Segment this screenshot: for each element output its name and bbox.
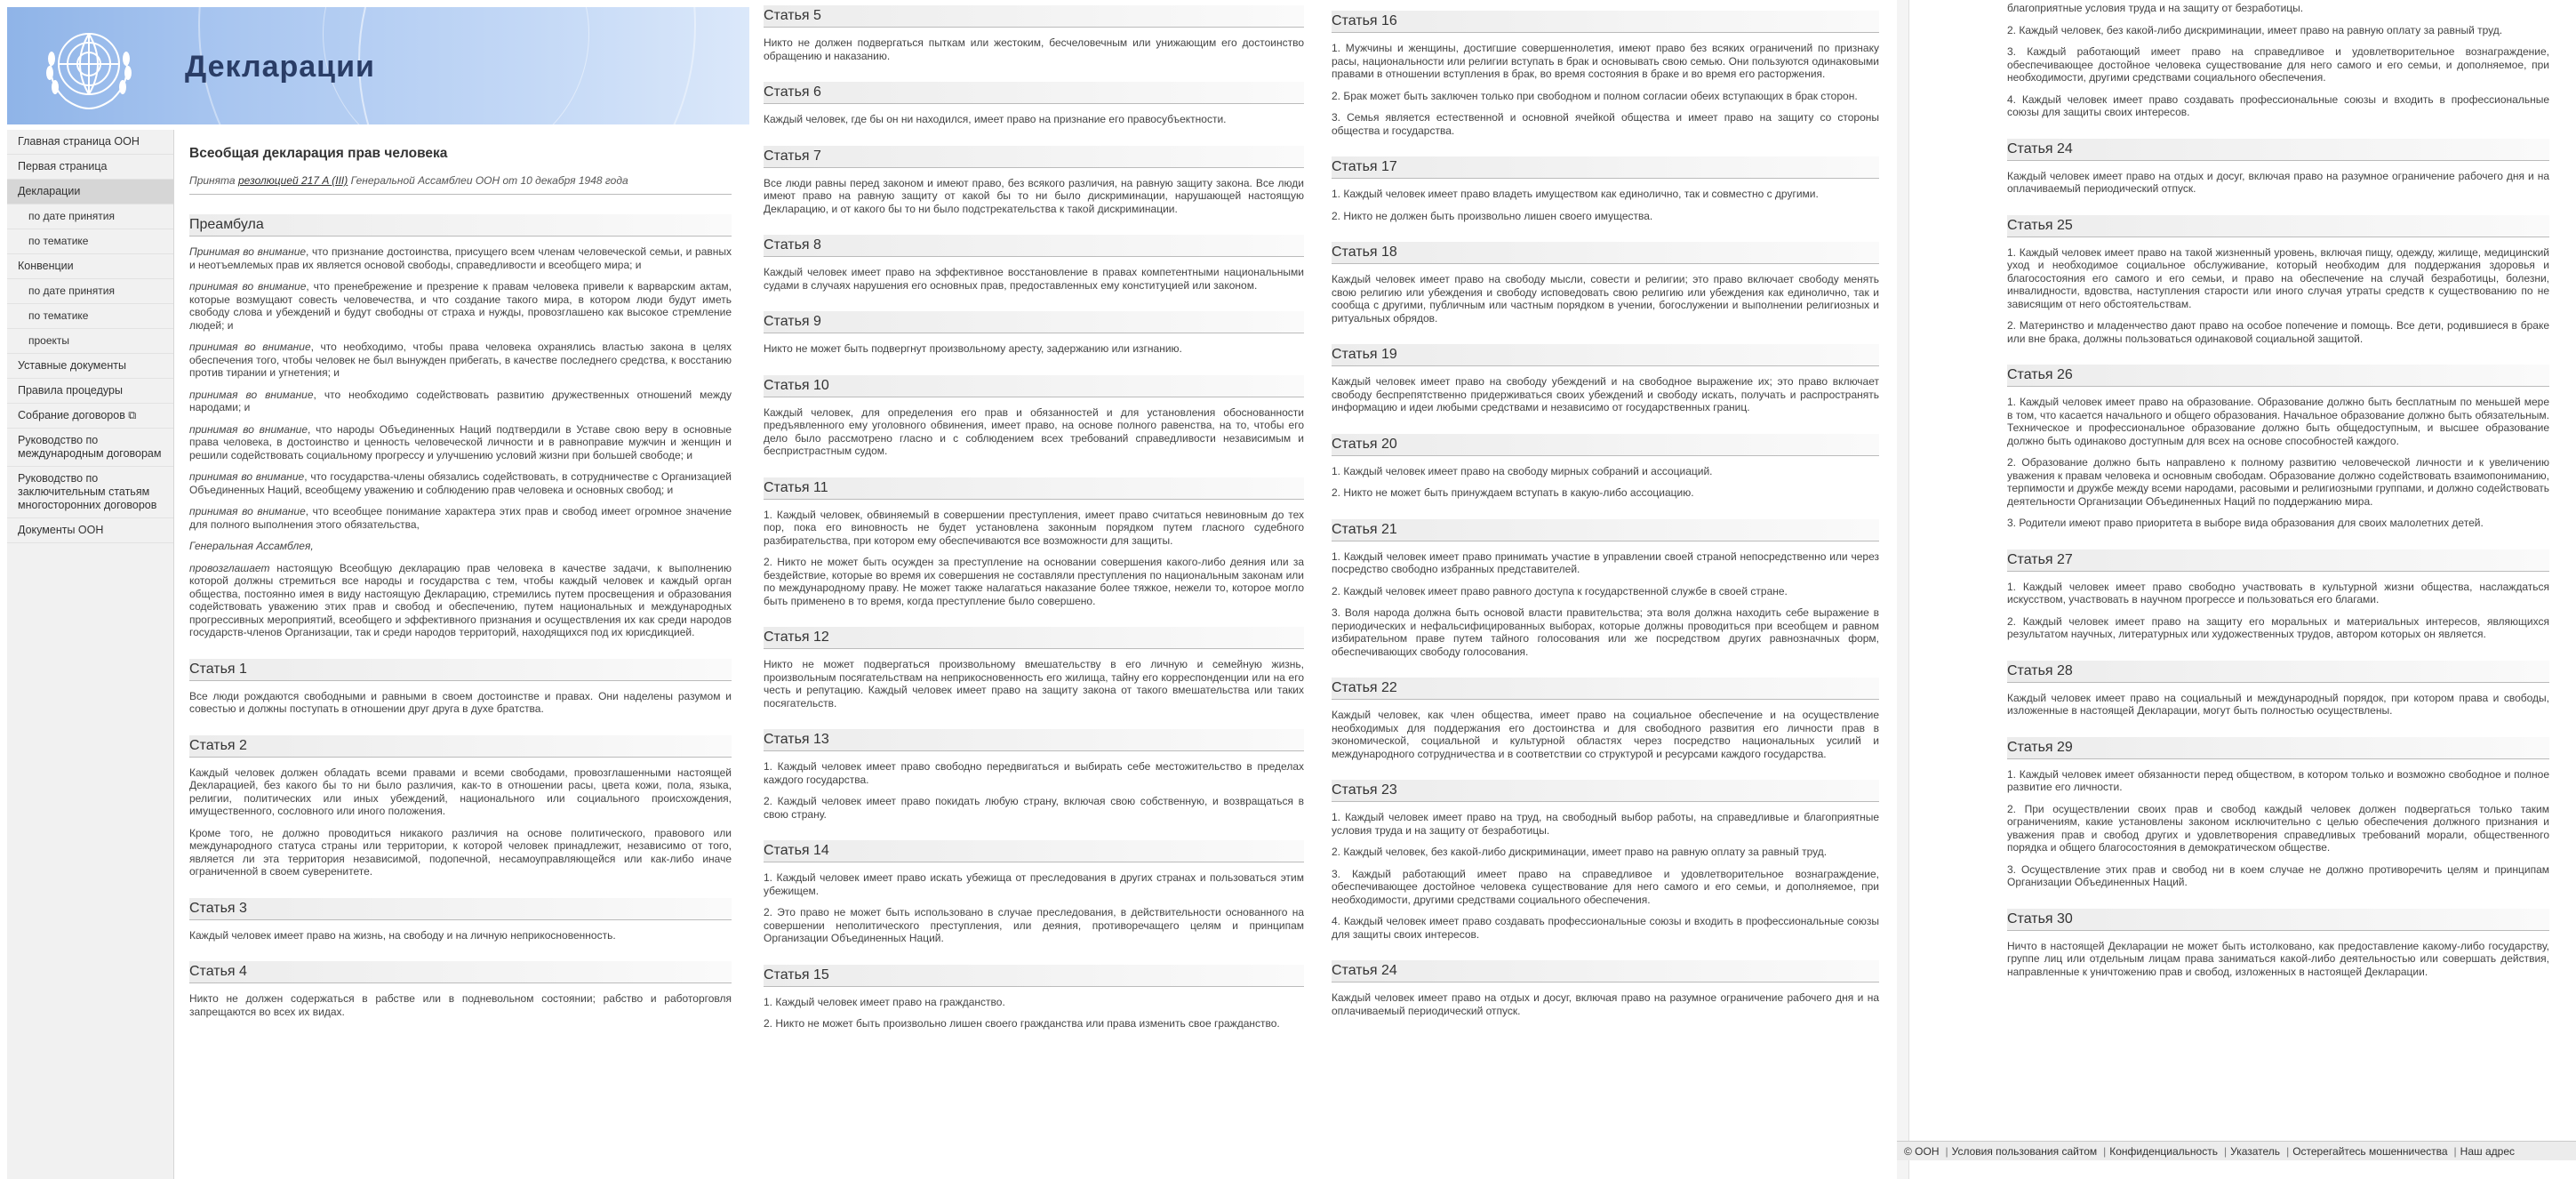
article-paragraph: Каждый человек имеет право на свободу убеждений и на свободное выражение их; это право включает свободу беспрепятственно придерживаться своих убеждений и свободу искать, получать и распространять информацию и идеи любыми средствами и независимо от государственных границ. <box>1332 375 1879 413</box>
article-paragraph: Никто не должен подвергаться пыткам или жестоким, бесчеловечным или унижающим его достоинство обращению и наказанию. <box>764 36 1304 62</box>
sidebar-item-label: Руководство по заключительным статьям многосторонних договоров <box>18 472 157 511</box>
article-paragraph: 1. Каждый человек, обвиняемый в совершении преступления, имеет право считаться невиновным до тех пор, пока его виновность не будет установлена законным порядком путем гласного судебного разбирательства, при котором ему обеспечиваются все возможности для защиты. <box>764 508 1304 547</box>
sidebar-item[interactable] <box>7 180 173 205</box>
preamble-paragraph <box>189 389 732 414</box>
sidebar-item[interactable] <box>7 155 173 180</box>
article-paragraph: Ничто в настоящей Декларации не может быть истолковано, как предоставление какому-либо государству, группе лиц или отдельным лицам права заниматься какой-либо деятельностью или совершать действия, направленные к уничтожению прав и свобод, изложенных в настоящей Декларации. <box>2007 939 2549 978</box>
article-heading: Статья 9 <box>764 311 1304 333</box>
sidebar-item[interactable] <box>7 254 173 279</box>
preamble-lead: принимая во внимание <box>189 470 305 483</box>
article-paragraph: 1. Каждый человек имеет право на свободу мирных собраний и ассоциаций. <box>1332 464 1713 477</box>
footer-link[interactable]: Наш адрес <box>2460 1145 2515 1158</box>
sidebar-item-label: Документы ООН <box>18 524 104 536</box>
preamble-paragraph <box>189 280 732 332</box>
preamble-text: , что государства-члены обязались содействовать, в сотрудничестве с Организацией Объединенных Наций, всеобщему уважению и соблюдению прав человека и основных свобод; и <box>189 470 732 496</box>
footer-link[interactable]: Конфиденциальность <box>2109 1145 2218 1158</box>
sidebar-item[interactable] <box>7 404 173 429</box>
sidebar-item-label: Руководство по международным договорам <box>18 434 162 460</box>
footer-separator: | <box>2286 1145 2290 1158</box>
sidebar-item-label: Главная страница ООН <box>18 135 140 148</box>
preamble-text: , что пренебрежение и презрение к правам человека привели к варварским актам, которые возмущают совесть человечества, и что создание такого мира, в котором люди будут иметь свободу слова и убеждений и будут свободны от страха и нужды, провозглашено как высокое стремление людей; и <box>189 280 732 332</box>
sidebar-item-label: Собрание договоров ⧉ <box>18 409 137 421</box>
preamble-text: настоящую Всеобщую декларацию прав человека в качестве задачи, к выполнению которой должны стремиться все народы и государства с тем, чтобы каждый человек и каждый орган общества, постоянно имея в виду настоящую Декларацию, стремились путем просвещения и образования содействовать уважению этих прав и свобод и обеспечению, путем национальных и международных прогрессивных мероприятий, всеобщего и эффективного признания и осуществления их как среди народов государств-членов Организации, так и среди народов территорий, находящихся под их юрисдикцией. <box>189 561 732 638</box>
preamble-paragraph <box>189 341 732 380</box>
article-paragraph: 1. Каждый человек имеет право на труд, на свободный выбор работы, на справедливые и благоприятные условия труда и на защиту от безработицы. <box>1332 811 1879 837</box>
article-heading: Статья 30 <box>2007 909 2549 931</box>
preamble-text: , что народы Объединенных Наций подтвердили в Уставе свою веру в основные права человека, в достоинство и ценность человеческой личности и в равноправие мужчин и женщин и решили содействовать социальному прогрессу и улучшению условий жизни при большей свободе; и <box>189 422 732 461</box>
preamble-paragraph <box>189 423 732 462</box>
panel-articles-24-30 <box>1897 0 2576 1179</box>
article-paragraph: 2. Образование должно быть направлено к полному развитию человеческой личности и к увеличению уважения к правам человека и основным свободам. Образование должно содействовать взаимопониманию, терпимости и дружбе между всеми народами, расовыми и религиозными группами, и должно содействовать деятельности Организации Объединенных Наций по поддержанию мира. <box>2007 456 2549 508</box>
article-heading: Статья 7 <box>764 146 1304 168</box>
article-heading: Статья 17 <box>1332 156 1879 179</box>
article-heading: Статья 22 <box>1332 678 1879 700</box>
article-paragraph: 3. Воля народа должна быть основой власти правительства; эта воля должна находить себе выражение в периодических и нефальсифицированных выборах, которые должны проводиться при всеобщем и равном избирательном праве путем тайного голосования или же посредством других равнозначных форм, обеспечивающих свободу голосования. <box>1332 606 1879 658</box>
article-heading: Статья 20 <box>1332 434 1879 456</box>
sidebar-nav <box>7 130 174 1179</box>
adoption-note <box>189 174 732 195</box>
article-paragraph: 2. Каждый человек, без какой-либо дискриминации, имеет право на равную оплату за равный труд. <box>1332 846 1828 858</box>
article-paragraph: 2. Каждый человек имеет право покидать любую страну, включая свою собственную, и возвращаться в свою страну. <box>764 795 1304 821</box>
header-banner <box>7 7 749 124</box>
article-heading: Статья 6 <box>764 82 1304 104</box>
article-heading: Статья 10 <box>764 375 1304 397</box>
sidebar-item-label: по тематике <box>28 235 89 247</box>
article-heading: Статья 14 <box>764 840 1304 862</box>
document-content <box>189 130 732 1018</box>
article-heading: Статья 25 <box>2007 215 2549 237</box>
preamble-text: , что необходимо, чтобы права человека охранялись властью закона в целях обеспечения того, чтобы человек не был вынужден прибегать, в качестве последнего средства, к восстанию против тирании и угнетения; и <box>189 341 732 379</box>
article-heading: Статья 23 <box>1332 780 1879 802</box>
article-heading: Статья 18 <box>1332 242 1879 264</box>
sidebar-item-label: Декларации <box>18 185 81 197</box>
panel-main <box>0 0 749 1179</box>
article-23-continued <box>2007 2 2549 119</box>
article-paragraph: 4. Каждый человек имеет право создавать профессиональные союзы и входить в профессиональные союзы для защиты своих интересов. <box>2007 92 2549 118</box>
article-heading: Статья 24 <box>2007 139 2549 161</box>
article-heading: Статья 12 <box>764 627 1304 649</box>
footer-copyright: © ООН <box>1904 1145 1940 1158</box>
sidebar-item[interactable] <box>7 130 173 155</box>
article-paragraph: 1. Мужчины и женщины, достигшие совершеннолетия, имеют право без всяких ограничений по признаку расы, национальности или религии вступать в брак и основывать свою семью. Они пользуются одинаковыми правами в отношении вступления в брак, во время состояния в браке и во время его расторжения. <box>1332 42 1879 80</box>
scroll-strip <box>1897 0 1909 1179</box>
article-paragraph: 2. Никто не может быть произвольно лишен своего гражданства или права изменить свое гражданство. <box>764 1017 1280 1030</box>
preamble-lead: принимая во внимание <box>189 280 307 293</box>
article-paragraph: Каждый человек имеет право на свободу мысли, совести и религии; это право включает свободу менять свою религию или убеждения и свободу исповедовать свою религию или убеждения как единолично, так и сообща с другими, публичным или частным порядком в учении, богослужении и выполнении религиозных и ритуальных обрядов. <box>1332 273 1879 325</box>
article-paragraph: 1. Каждый человек имеет право искать убежища от преследования в других странах и пользоваться этим убежищем. <box>764 871 1304 897</box>
panel-articles-16-24 <box>1321 0 1897 1179</box>
article-heading: Статья 27 <box>2007 549 2549 572</box>
footer-link[interactable]: Указатель <box>2230 1145 2281 1158</box>
footer-separator: | <box>1945 1145 1948 1158</box>
preamble-lead: Принимая во внимание <box>189 245 307 258</box>
preamble-paragraph <box>189 562 732 639</box>
article-paragraph: Каждый человек имеет право на отдых и досуг, включая право на разумное ограничение рабочего дня и на оплачиваемый периодический отпуск. <box>1332 991 1879 1017</box>
article-paragraph: 3. Каждый работающий имеет право на справедливое и удовлетворительное вознаграждение, обеспечивающее достойное человека существование для него самого и его семьи, и дополняемое, при необходимости, другими средствами социального обеспечения. <box>1332 867 1879 906</box>
article-heading: Статья 13 <box>764 729 1304 751</box>
page-title: Декларации <box>185 50 375 84</box>
article-heading: Статья 2 <box>189 735 732 758</box>
article-heading: Статья 21 <box>1332 519 1879 541</box>
preamble-heading: Преамбула <box>189 214 732 237</box>
preamble-text: , что необходимо содействовать развитию дружественных отношений между народами; и <box>189 388 732 413</box>
article-paragraph: Все люди рождаются свободными и равными в своем достоинстве и правах. Они наделены разумом и совестью и должны поступать в отношении друг друга в духе братства. <box>189 689 732 715</box>
article-paragraph: 2. Каждый человек имеет право на защиту его моральных и материальных интересов, являющихся результатом научных, литературных или художественных трудов, автором которых он является. <box>2007 614 2549 640</box>
un-emblem-icon[interactable] <box>36 18 142 116</box>
article-paragraph: 3. Каждый работающий имеет право на справедливое и удовлетворительное вознаграждение, обеспечивающее достойное человека существование для него самого и его семьи, и дополняемое, при необходимости, другими средствами социального обеспечения. <box>2007 45 2549 84</box>
article-heading: Статья 19 <box>1332 344 1879 366</box>
article-heading: Статья 4 <box>189 961 732 983</box>
resolution-link[interactable]: резолюцией 217 A (III) <box>237 174 348 187</box>
article-heading: Статья 1 <box>189 659 732 681</box>
sidebar-item[interactable] <box>7 329 173 354</box>
article-paragraph: Каждый человек, как член общества, имеет право на социальное обеспечение и на осуществление необходимых для поддержания его достоинства и для свободного развития его личности прав в экономической, социальной и культурной областях через посредство национальных усилий и международного сотрудничества и в соответствии со структурой и ресурсами каждого государства. <box>1332 709 1879 760</box>
article-paragraph: 1. Каждый человек имеет право свободно участвовать в культурной жизни общества, наслаждаться искусством, участвовать в научном прогрессе и пользоваться его благами. <box>2007 580 2549 606</box>
adoption-prefix: Принята <box>189 174 238 187</box>
preamble <box>189 245 732 639</box>
article-paragraph: 2. Каждый человек, без какой-либо дискриминации, имеет право на равную оплату за равный труд. <box>2007 23 2503 36</box>
sidebar-item-label: Правила процедуры <box>18 384 123 397</box>
footer-separator: | <box>2223 1145 2228 1158</box>
preamble-lead: принимая во внимание <box>189 422 308 436</box>
article-paragraph: 1. Каждый человек имеет право принимать участие в управлении своей страной непосредственно или через посредство свободно избранных представителей. <box>1332 549 1879 575</box>
article-heading: Статья 15 <box>764 965 1304 987</box>
footer <box>1897 1141 2576 1160</box>
article-paragraph: Каждый человек имеет право на отдых и досуг, включая право на разумное ограничение рабочего дня и на оплачиваемый периодический отпуск. <box>2007 169 2549 195</box>
article-heading: Статья 5 <box>764 5 1304 28</box>
article-paragraph: 1. Каждый человек имеет право на образование. Образование должно быть бесплатным по меньшей мере в том, что касается начального и общего образования. Начальное образование должно быть обязательным. Техническое и профессиональное образование должно быть общедоступным, и высшее образование должно быть одинаково доступным для всех на основе способностей каждого. <box>2007 396 2549 447</box>
article-paragraph: Каждый человек имеет право на эффективное восстановление в правах компетентными национальными судами в случаях нарушения его основных прав, предоставленных ему конституцией или законом. <box>764 266 1304 292</box>
sidebar-item-label: по дате принятия <box>28 210 115 222</box>
article-heading: Статья 29 <box>2007 737 2549 759</box>
article-paragraph: 2. Никто не может быть осужден за преступление на основании совершения какого-либо деяния или за бездействие, которые во время их совершения не составляли преступления по национальным законам или по международному праву. Не может также налагаться наказание более тяжкое, нежели то, которое могло быть применено в то время, когда преступление было совершено. <box>764 556 1304 607</box>
preamble-lead: принимая во внимание <box>189 505 306 517</box>
article-paragraph: Никто не должен содержаться в рабстве или в подневольном состоянии; рабство и работорговля запрещаются во всех их видах. <box>189 992 732 1018</box>
sidebar-item[interactable] <box>7 304 173 329</box>
sidebar-item[interactable] <box>7 467 173 518</box>
article-heading: Статья 11 <box>764 477 1304 500</box>
article-paragraph: 1. Каждый человек имеет обязанности перед обществом, в котором только и возможно свободное и полное развитие его личности. <box>2007 767 2549 793</box>
sidebar-item[interactable] <box>7 205 173 229</box>
article-paragraph: 3. Семья является естественной и основной ячейкой общества и имеет право на защиту со стороны общества и государства. <box>1332 111 1879 137</box>
sidebar-item-label: Уставные документы <box>18 359 126 372</box>
article-paragraph: Никто не может подвергаться произвольному вмешательству в его личную и семейную жизнь, произвольным посягательствам на неприкосновенность его жилища, тайну его корреспонденции или на его честь и репутацию. Каждый человек имеет право на защиту закона от такого вмешательства или таких посягательств. <box>764 658 1304 710</box>
article-paragraph: 2. Никто не может быть принуждаем вступать в какую-либо ассоциацию. <box>1332 486 1694 499</box>
preamble-paragraph <box>189 470 732 496</box>
adoption-suffix: Генеральной Ассамблеи ООН от 10 декабря 1948 года <box>348 174 628 187</box>
article-paragraph: 3. Осуществление этих прав и свобод ни в коем случае не должно противоречить целям и принципам Организации Объединенных Наций. <box>2007 862 2549 888</box>
articles-column-1 <box>189 659 732 1019</box>
sidebar-item-label: по тематике <box>28 309 89 322</box>
article-paragraph: 2. Брак может быть заключен только при свободном и полном согласии обеих вступающих в брак сторон. <box>1332 89 1858 102</box>
article-paragraph: 1. Каждый человек имеет право на такой жизненный уровень, включая пищу, одежду, жилище, медицинский уход и необходимое социальное обслуживание, который необходим для поддержания здоровья и благосостояния его самого и его семьи, и право на обеспечение на случай безработицы, болезни, инвалидности, вдовства, наступления старости или иного случая утраты средств к существованию по не зависящим от него обстоятельствам. <box>2007 245 2549 310</box>
articles-column-4 <box>2007 139 2549 979</box>
article-heading: Статья 24 <box>1332 960 1879 982</box>
article-paragraph: 2. Это право не может быть использовано в случае преследования, в действительности основанного на совершении неполитического преступления, или деяния, противоречащего целям и принципам Организации Объединенных Наций. <box>764 906 1304 944</box>
sidebar-item[interactable] <box>7 279 173 304</box>
preamble-text: , что признание достоинства, присущего всем членам человеческой семьи, и равных и неотъемлемых прав их является основой свободы, справедливости и всеобщего мира; и <box>189 245 732 271</box>
preamble-lead: принимая во внимание <box>189 341 311 353</box>
footer-separator: | <box>2103 1145 2107 1158</box>
preamble-paragraph <box>189 245 732 271</box>
article-heading: Статья 26 <box>2007 365 2549 387</box>
article-heading: Статья 16 <box>1332 11 1879 33</box>
article-paragraph: 3. Родители имеют право приоритета в выборе вида образования для своих малолетних детей. <box>2007 517 2484 529</box>
article-paragraph: Каждый человек, для определения его прав и обязанностей и для установления обоснованности предъявленного ему уголовного обвинения, имеет право, на основе полного равенства, на то, чтобы его дело было рассмотрено гласно и с соблюдением всех требований справедливости независимым и беспристрастным судом. <box>764 405 1304 457</box>
article-paragraph: Кроме того, не должно проводиться никакого различия на основе политического, правового или международного статуса страны или территории, к которой человек принадлежит, независимо от того, является ли эта территория независимой, подопечной, несамоуправляющейся или как-либо иначе ограниченной в своем суверенитете. <box>189 826 732 878</box>
sidebar-item[interactable] <box>7 518 173 543</box>
preamble-lead: принимая во внимание <box>189 388 314 401</box>
article-paragraph: Каждый человек имеет право на жизнь, на свободу и на личную неприкосновенность. <box>189 928 616 942</box>
article-paragraph: Каждый человек должен обладать всеми правами и всеми свободами, провозглашенными настоящей Декларацией, без какого бы то ни было различия, как-то в отношении расы, цвета кожи, пола, языка, религии, политических или иных убеждений, национального или социального происхождения, имущественного, сословного или иного положения. <box>189 766 732 817</box>
preamble-lead: Генеральная Ассамблея, <box>189 540 314 552</box>
articles-column-3 <box>1332 11 1879 1017</box>
footer-link[interactable]: Остерегайтесь мошенничества <box>2292 1145 2448 1158</box>
article-paragraph: 1. Каждый человек имеет право свободно передвигаться и выбирать себе местожительство в пределах каждого государства. <box>764 760 1304 786</box>
sidebar-item-label: Конвенции <box>18 260 74 272</box>
preamble-paragraph <box>189 505 732 531</box>
article-paragraph: благоприятные условия труда и на защиту от безработицы. <box>2007 2 2304 14</box>
article-heading: Статья 8 <box>764 235 1304 257</box>
sidebar-item-label: по дате принятия <box>28 285 115 297</box>
sidebar-item[interactable] <box>7 379 173 404</box>
articles-column-2 <box>764 5 1304 1031</box>
footer-separator: | <box>2453 1145 2457 1158</box>
article-paragraph: Все люди равны перед законом и имеют право, без всякого различия, на равную защиту закона. Все люди имеют право на равную защиту от какой бы то ни было дискриминации, нарушающей настоящую Декларацию, и от какого бы то ни было подстрекательства к такой дискриминации. <box>764 176 1304 215</box>
footer-link[interactable]: Условия пользования сайтом <box>1951 1145 2098 1158</box>
sidebar-item-label: Первая страница <box>18 160 108 172</box>
panel-articles-5-15 <box>749 0 1321 1179</box>
article-heading: Статья 3 <box>189 898 732 920</box>
article-paragraph: 2. Материнство и младенчество дают право на особое попечение и помощь. Все дети, родившиеся в браке или вне брака, должны пользоваться одинаковой социальной защитой. <box>2007 319 2549 345</box>
document-title: Всеобщая декларация прав человека <box>189 146 448 161</box>
sidebar-item[interactable] <box>7 229 173 254</box>
sidebar-item[interactable] <box>7 429 173 467</box>
sidebar-item[interactable] <box>7 354 173 379</box>
article-paragraph: 2. Каждый человек имеет право равного доступа к государственной службе в своей стране. <box>1332 584 1788 598</box>
article-paragraph: 2. Никто не должен быть произвольно лишен своего имущества. <box>1332 209 1653 222</box>
article-paragraph: 1. Каждый человек имеет право на гражданство. <box>764 995 1005 1008</box>
preamble-text: , что всеобщее понимание характера этих прав и свобод имеет огромное значение для полного выполнения этого обязательства, <box>189 505 732 531</box>
preamble-lead: провозглашает <box>189 561 270 574</box>
article-paragraph: 4. Каждый человек имеет право создавать профессиональные союзы и входить в профессиональные союзы для защиты своих интересов. <box>1332 915 1879 941</box>
preamble-paragraph <box>189 540 732 553</box>
article-heading: Статья 28 <box>2007 661 2549 683</box>
article-paragraph: Каждый человек имеет право на социальный и международный порядок, при котором права и свободы, изложенные в настоящей Декларации, могут быть полностью осуществлены. <box>2007 691 2549 717</box>
article-paragraph: Каждый человек, где бы он ни находился, имеет право на признание его правосубъектности. <box>764 113 1227 125</box>
article-paragraph: 1. Каждый человек имеет право владеть имуществом как единолично, так и совместно с другими. <box>1332 188 1819 200</box>
article-paragraph: 2. При осуществлении своих прав и свобод каждый человек должен подвергаться только таким ограничениям, какие установлены законом исключительно с целью обеспечения должного признания и уважения прав и свобод других и удовлетворения справедливых требований морали, общественного порядка и общего благосостояния в демократическом обществе. <box>2007 802 2549 854</box>
article-paragraph: Никто не может быть подвергнут произвольному аресту, задержанию или изгнанию. <box>764 342 1182 355</box>
sidebar-item-label: проекты <box>28 334 70 347</box>
